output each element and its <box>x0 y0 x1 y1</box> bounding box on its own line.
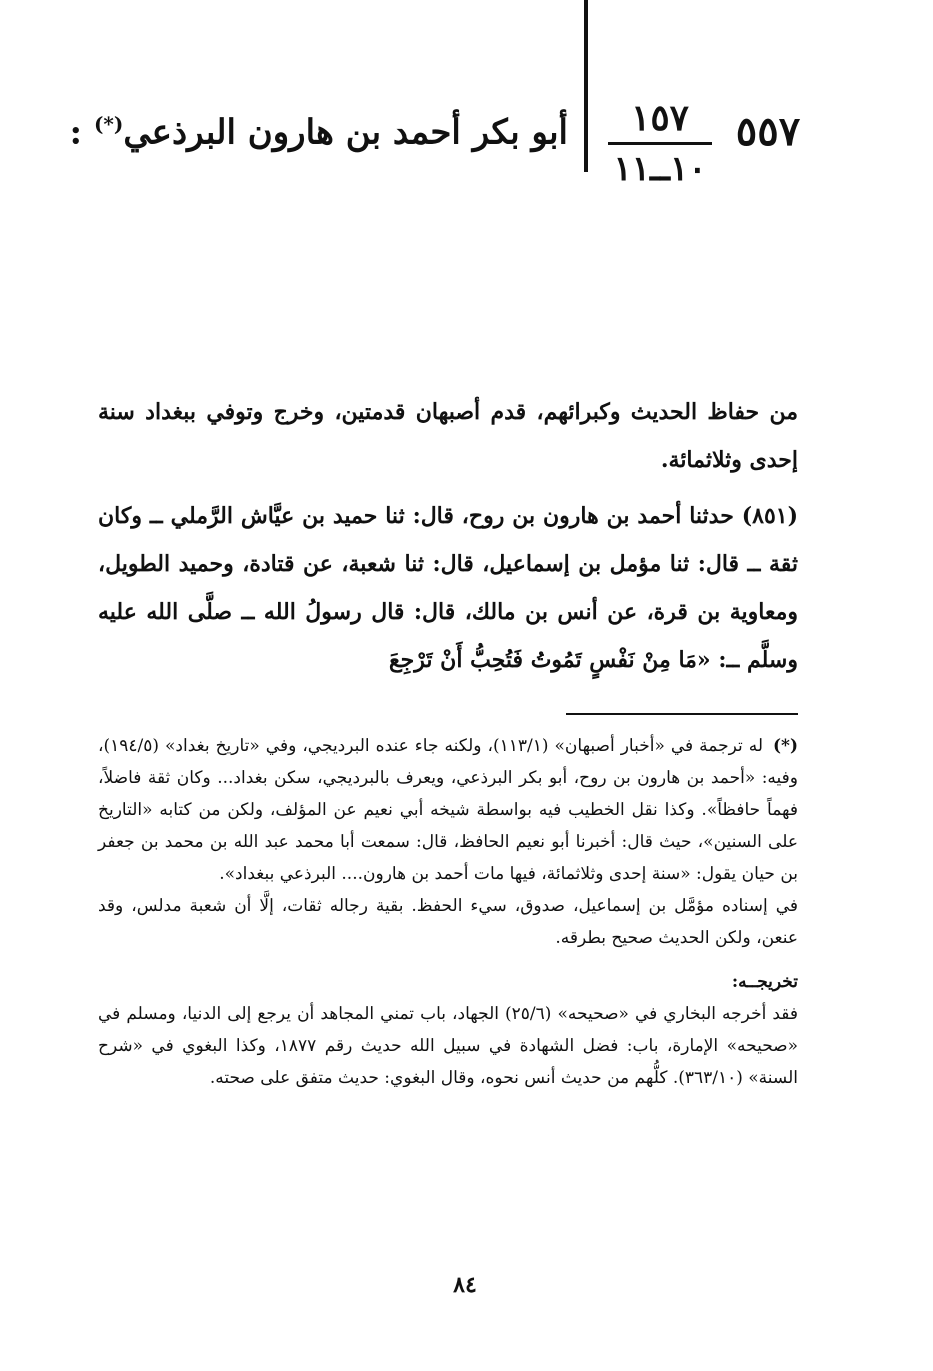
fraction-top: ١٥٧ <box>630 97 689 139</box>
fraction-bar <box>608 142 712 145</box>
fraction-bottom: ١٠ــ١١ <box>613 149 707 189</box>
entry-title-text: أبو بكر أحمد بن هارون البرذعي <box>123 112 568 153</box>
footnote-isnad: في إسناده مؤمَّل بن إسماعيل، صدوق، سيء الحفظ. بقية رجاله ثقات، إلَّا أن شعبة مدلس، وقد عنعن، ولكن الحديث صحيح بطرقه. <box>98 896 798 948</box>
takhrij-heading: تخريجــه: <box>731 972 798 992</box>
footnote-biography <box>98 730 798 890</box>
footnotes <box>98 730 798 1094</box>
hadith-paragraph: (٨٥١) حدثنا أحمد بن هارون بن روح، قال: ثنا حميد بن عيَّاش الرَّملي ــ وكان ثقة ــ قال: ثنا مؤمل بن إسماعيل، قال: ثنا شعبة، عن قتادة، وحميد الطويل، ومعاوية بن قرة، عن أنس بن مالك، قال: قال رسولُ الله ــ صلَّى الله عليه وسلَّم ــ: «مَا مِنْ نَفْسٍ تَمُوتُ فَتُحِبُّ أَنْ تَرْجِعَ <box>98 503 798 673</box>
entry-number: ٥٥٧ <box>735 108 801 155</box>
footnote-separator <box>566 713 798 715</box>
footnote-star: (*) <box>773 736 798 756</box>
page-number: ٨٤ <box>453 1272 477 1298</box>
entry-title <box>69 112 568 153</box>
header-divider-line <box>584 0 588 172</box>
biography-paragraph: من حفاظ الحديث وكبرائهم، قدم أصبهان قدمتين، وخرج وتوفي ببغداد سنة إحدى وثلاثمائة. <box>98 399 798 473</box>
footnote-marker: (*) <box>93 112 124 136</box>
reference-fraction <box>600 98 720 189</box>
main-text <box>98 388 798 684</box>
takhrij-text: فقد أخرجه البخاري في «صحيحه» (٢٥/٦) الجهاد، باب تمني المجاهد أن يرجع إلى الدنيا، ومسلم في «صحيحه» الإمارة، باب: فضل الشهادة في سبيل الله حديث رقم ١٨٧٧، وكذا البغوي في «شرح السنة» (٣٦٣/١٠). كلُّهم من حديث أنس نحوه، وقال البغوي: حديث متفق على صحته. <box>98 1004 799 1088</box>
footnote-biography-text: له ترجمة في «أخبار أصبهان» (١١٣/١)، ولكنه جاء عنده البرديجي، وفي «تاريخ بغداد» (١٩٤/٥)، وفيه: «أحمد بن هارون بن روح، أبو بكر البرذعي، ويعرف بالبرديجي، سكن بغداد... وكان ثقة فاضلاً، فهماً حافظاً». وكذا نقل الخطيب فيه بواسطة شيخه أبي نعيم عن المؤلف، ولكن من كتابه «التاريخ على السنين»، حيث قال: أخبرنا أبو نعيم الحافظ، قال: سمعت أبا محمد عبد الله بن محمد بن جعفر بن حيان يقول: «سنة إحدى وثلاثمائة، فيها مات أحمد بن هارون.... البرذعي ببغداد». <box>98 736 798 884</box>
title-colon: : <box>69 112 83 153</box>
